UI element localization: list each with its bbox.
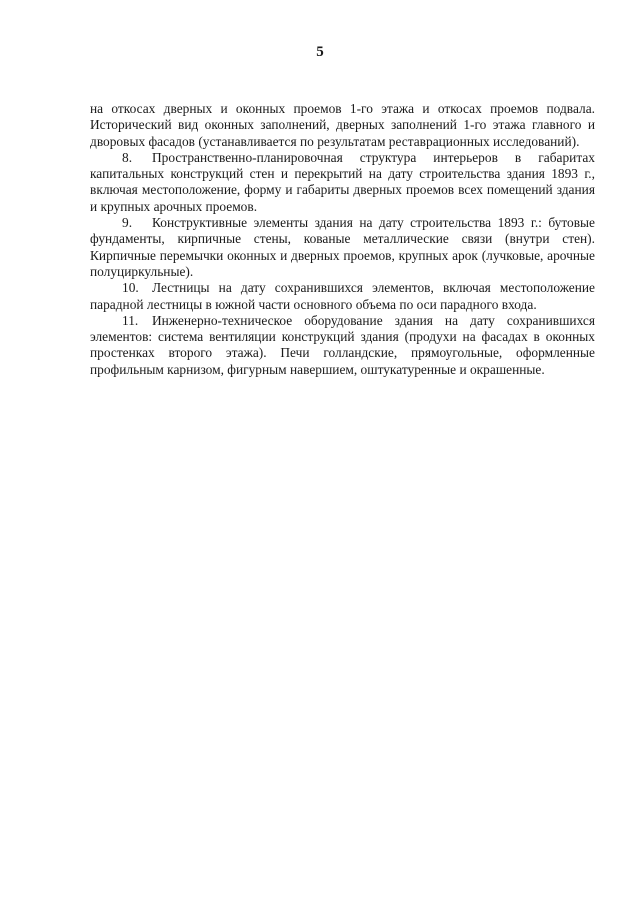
paragraph-item bbox=[90, 313, 595, 378]
paragraph-number: 11. bbox=[122, 312, 139, 328]
paragraph-text: Лестницы на дату сохранившихся элементов, включая местоположение парадной лестницы в южной части основного объема по оси парадного входа. bbox=[90, 280, 595, 312]
paragraph-number: 10. bbox=[122, 280, 139, 296]
paragraph-item bbox=[90, 150, 595, 215]
paragraph-number: 9. bbox=[122, 215, 133, 231]
paragraph-text: Инженерно-техническое оборудование здания на дату сохранившихся элементов: система вентиляции конструкций здания (продухи на фасадах в оконных простенках второго этажа). Печи голландские, прямоугольные, оформленные профильным карнизом, фигурным навершием, оштукатуренные и окрашенные. bbox=[90, 312, 595, 377]
page-number: 5 bbox=[316, 44, 324, 60]
paragraph-text: Пространственно-планировочная структура интерьеров в габаритах капитальных конструкций стен и перекрытий на дату строительства здания 1893 г., включая местоположение, форму и габариты дверных проемов всех помещений здания и крупных арочных проемов. bbox=[90, 149, 595, 214]
paragraph-number: 8. bbox=[122, 149, 133, 165]
paragraph-item bbox=[90, 215, 595, 280]
paragraph-text: на откосах дверных и оконных проемов 1-го этажа и откосах проемов подвала. Исторический вид оконных заполнений, дверных заполнений 1-го этажа главного и дворовых фасадов (устанавливается по результатам реставрационных исследований). bbox=[90, 101, 595, 149]
paragraph-text: Конструктивные элементы здания на дату строительства 1893 г.: бутовые фундаменты, кирпичные стены, кованые металлические связи (внутри стен). Кирпичные перемычки оконных и дверных проемов, крупных арок (лучковые, арочные полуциркульные). bbox=[90, 215, 595, 279]
paragraph-item bbox=[90, 280, 595, 313]
document-body bbox=[90, 101, 595, 378]
paragraph-continuation bbox=[90, 101, 595, 150]
